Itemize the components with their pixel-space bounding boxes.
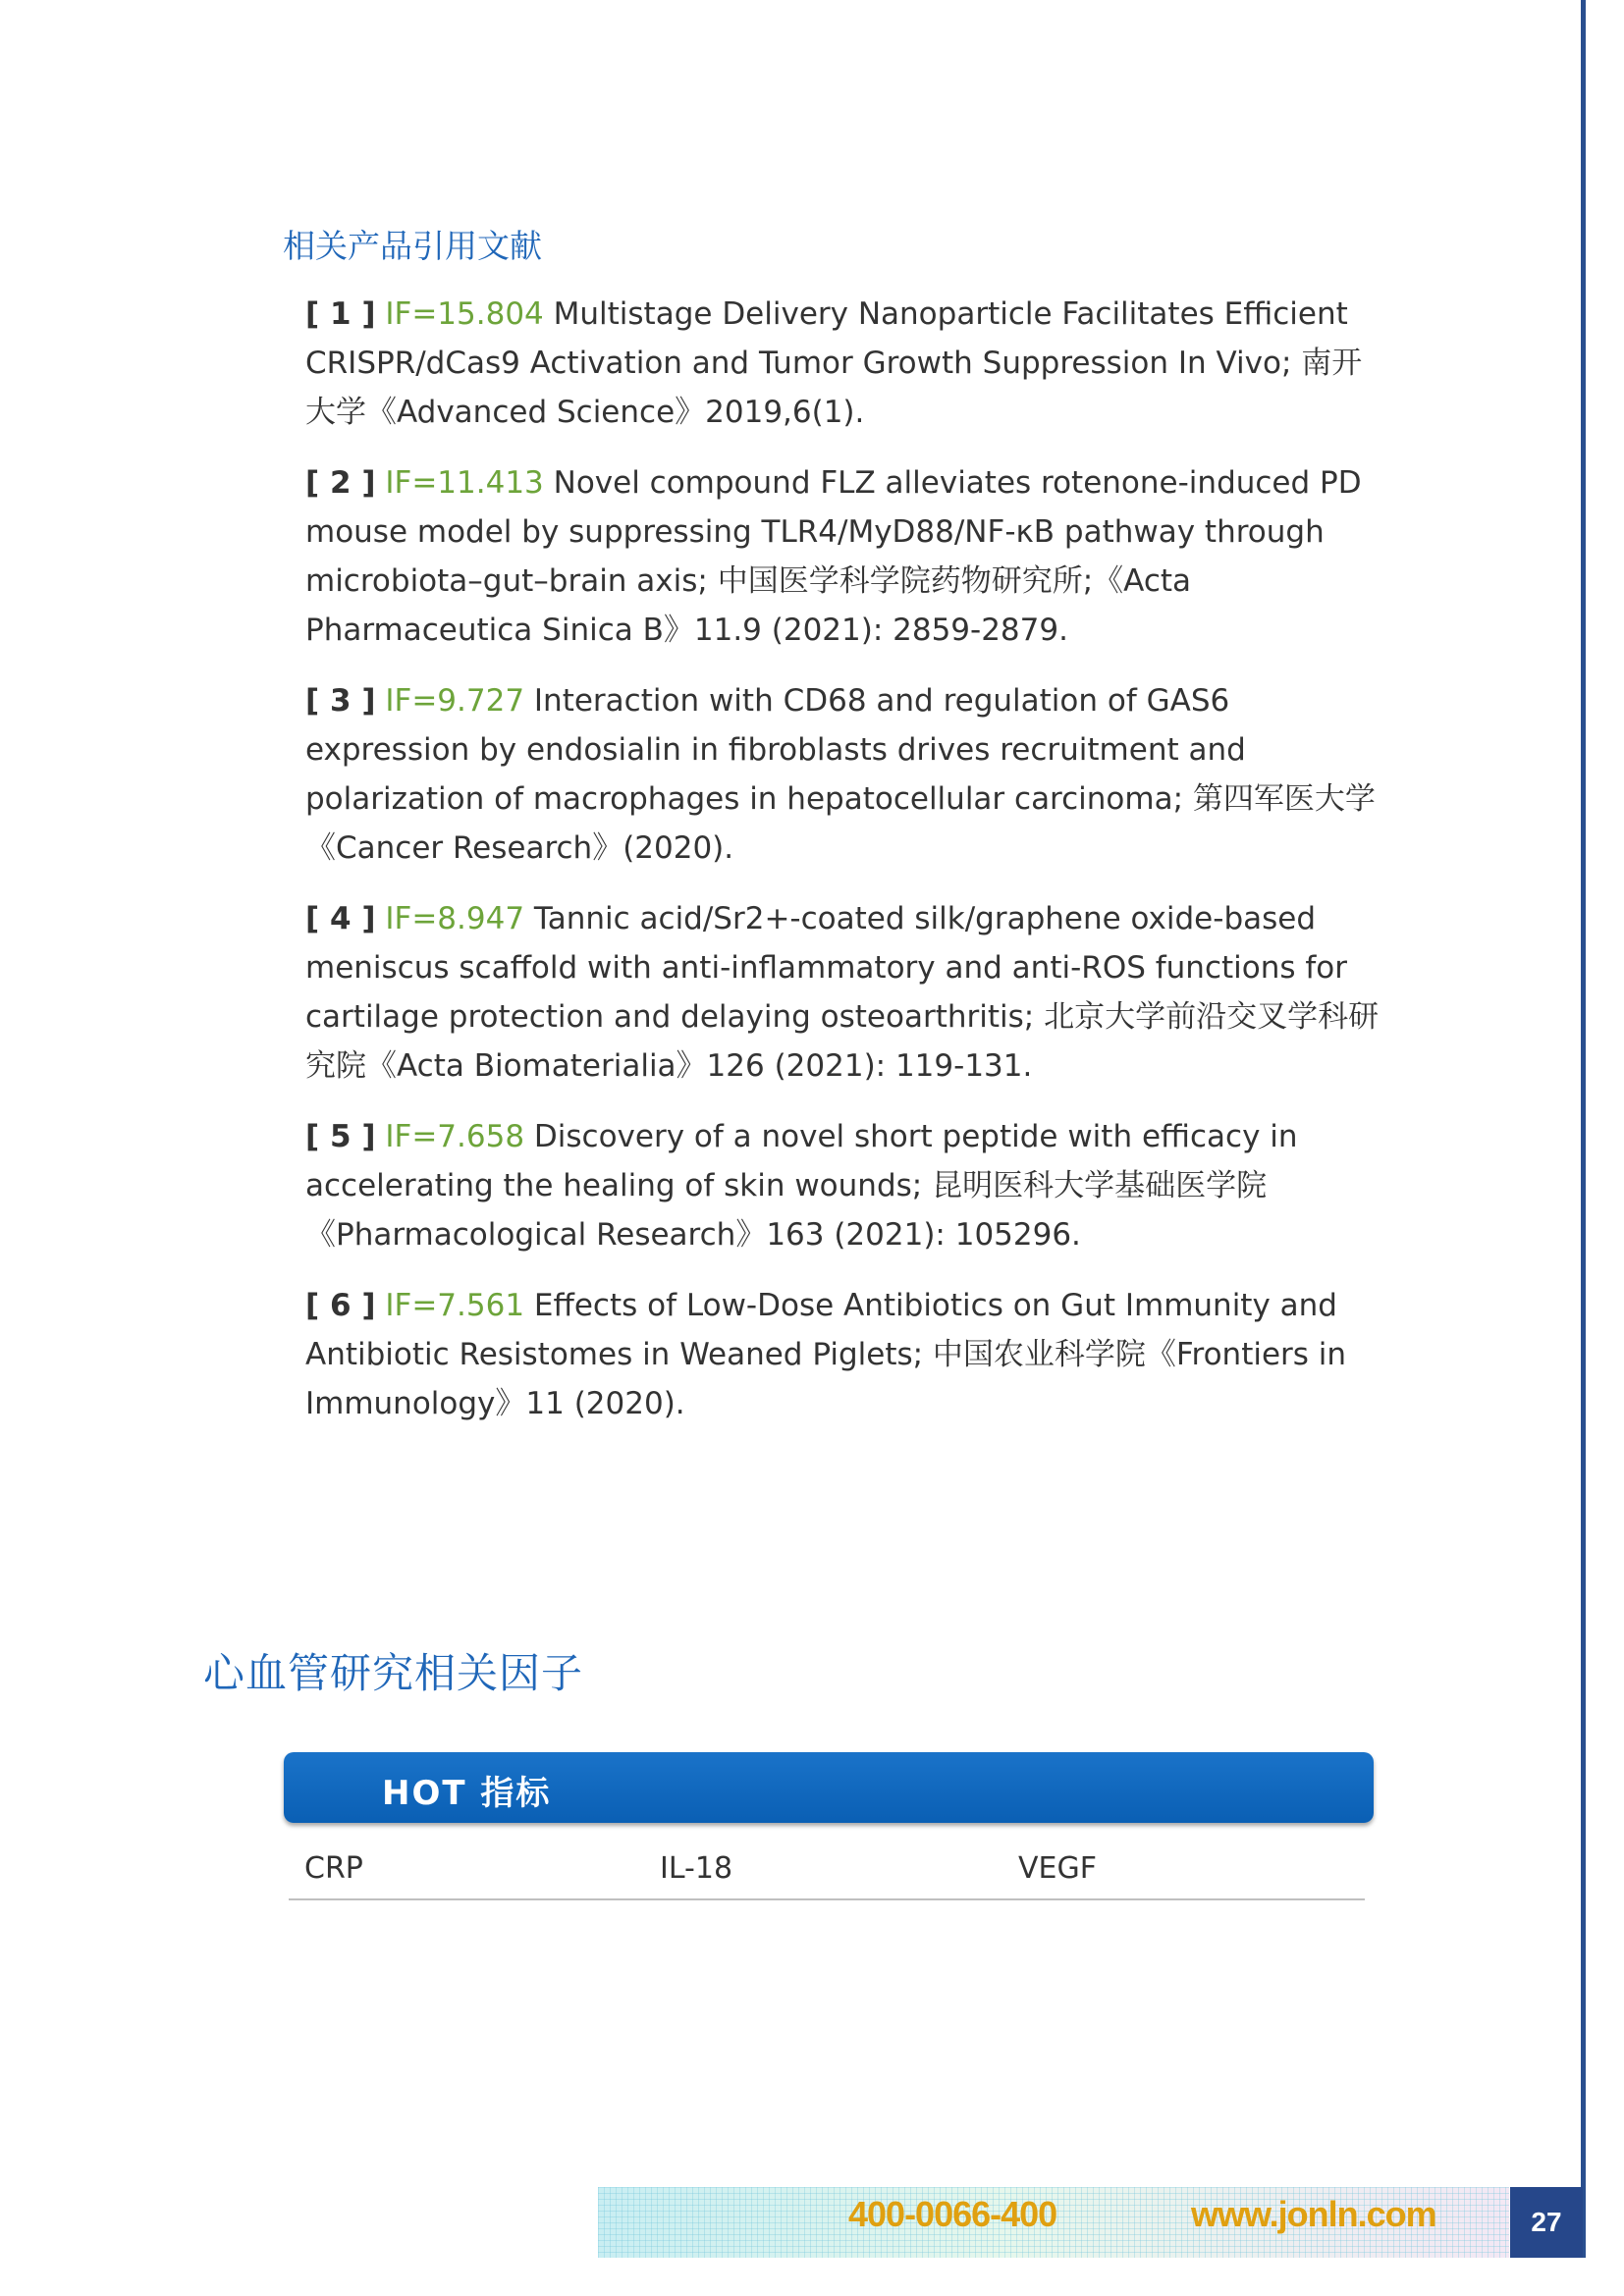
section-title: 心血管研究相关因子 <box>203 1649 584 1697</box>
reference-item-5 <box>305 1112 1385 1259</box>
references-list <box>305 290 1385 1450</box>
reference-text: Discovery of a novel short peptide with efficacy in accelerating the healing of skin wounds; 昆明医科大学基础医学院《Pharmacological Research》163 (2021): 105296. <box>305 1119 1298 1253</box>
reference-number: [ 2 ] <box>305 465 376 501</box>
reference-item-4 <box>305 894 1385 1091</box>
reference-text: Novel compound FLZ alleviates rotenone-induced PD mouse model by suppressing TLR4/MyD88/NF-κB pathway through microbiota–gut–brain axis; 中国医学科学院药物研究所;《Acta Pharmaceutica Sinica B》11.9 (2021): 2859-2879. <box>305 465 1362 648</box>
hot-indicator-bar <box>284 1752 1374 1823</box>
impact-factor: IF=7.561 <box>385 1288 525 1323</box>
factor-item: CRP <box>304 1851 363 1886</box>
hot-indicator-label: HOT 指标 <box>382 1774 552 1813</box>
reference-number: [ 1 ] <box>305 296 376 332</box>
reference-text: Multistage Delivery Nanoparticle Facilitates Efficient CRISPR/dCas9 Activation and Tumor Growth Suppression In Vivo; 南开大学《Advanced Science》2019,6(1). <box>305 296 1363 430</box>
impact-factor: IF=9.727 <box>385 683 525 719</box>
footer-phone: 400-0066-400 <box>848 2194 1057 2234</box>
reference-number: [ 5 ] <box>305 1119 376 1154</box>
factor-row <box>289 1845 1365 1900</box>
impact-factor: IF=8.947 <box>385 901 525 936</box>
reference-item-3 <box>305 676 1385 873</box>
reference-number: [ 3 ] <box>305 683 376 719</box>
factor-item: VEGF <box>1018 1851 1097 1886</box>
impact-factor: IF=11.413 <box>385 465 544 501</box>
reference-item-6 <box>305 1281 1385 1428</box>
page-number: 27 <box>1510 2187 1583 2258</box>
reference-text: Effects of Low-Dose Antibiotics on Gut Immunity and Antibiotic Resistomes in Weaned Piglets; 中国农业科学院《Frontiers in Immunology》11 (2020). <box>305 1288 1347 1421</box>
reference-item-2 <box>305 458 1385 655</box>
reference-number: [ 4 ] <box>305 901 376 936</box>
reference-text: Interaction with CD68 and regulation of GAS6 expression by endosialin in fibroblasts drives recruitment and polarization of macrophages in hepatocellular carcinoma; 第四军医大学《Cancer Research》(2020). <box>305 683 1376 866</box>
reference-text: Tannic acid/Sr2+-coated silk/graphene oxide-based meniscus scaffold with anti-inflammatory and anti-ROS functions for cartilage protection and delaying osteoarthritis; 北京大学前沿交叉学科研究院《Acta Biomaterialia》126 (2021): 119-131. <box>305 901 1380 1084</box>
reference-number: [ 6 ] <box>305 1288 376 1323</box>
factor-item: IL-18 <box>660 1851 733 1886</box>
impact-factor: IF=7.658 <box>385 1119 525 1154</box>
footer-website: www.jonln.com <box>1191 2194 1436 2234</box>
reference-item-1 <box>305 290 1385 437</box>
page-edge-line <box>1581 0 1586 2258</box>
impact-factor: IF=15.804 <box>385 296 544 332</box>
references-title: 相关产品引用文献 <box>283 227 542 265</box>
